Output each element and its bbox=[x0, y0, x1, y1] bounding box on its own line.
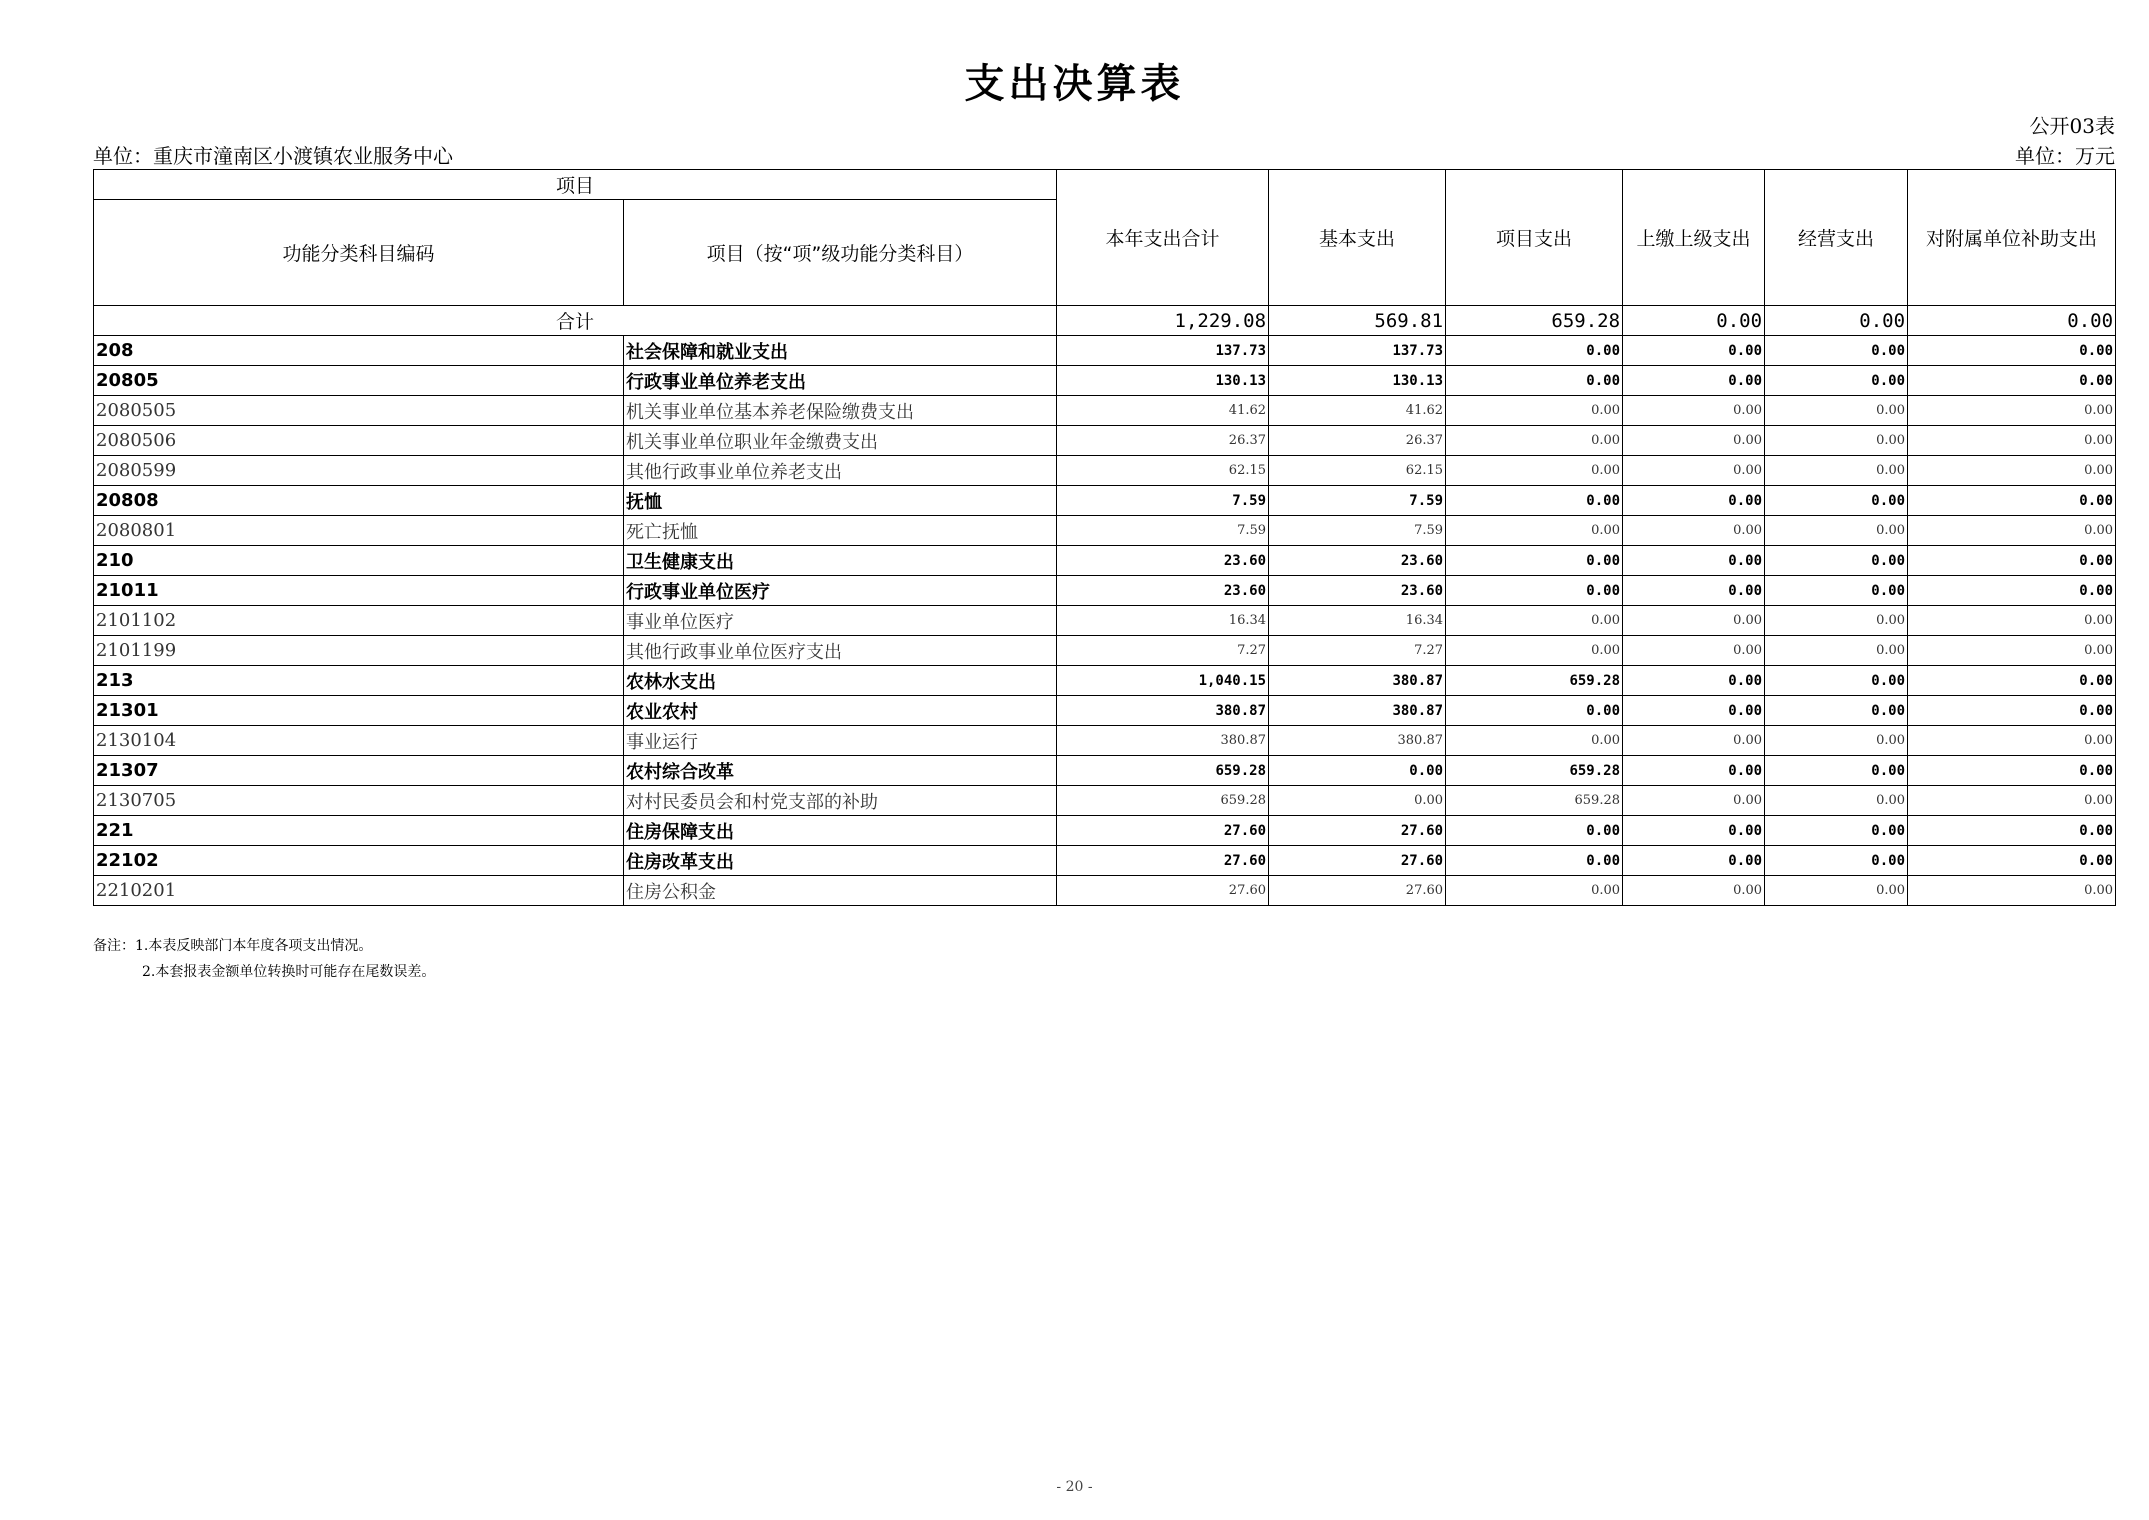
header-total: 本年支出合计 bbox=[1057, 170, 1269, 306]
cell-basic: 7.27 bbox=[1269, 636, 1446, 666]
cell-basic: 130.13 bbox=[1269, 366, 1446, 396]
currency-unit: 单位：万元 bbox=[2015, 144, 2115, 168]
cell-business: 0.00 bbox=[1765, 486, 1908, 516]
form-number: 公开03表 bbox=[2029, 114, 2115, 138]
cell-basic: 26.37 bbox=[1269, 426, 1446, 456]
cell-code: 213 bbox=[94, 666, 624, 696]
total-cell-basic: 569.81 bbox=[1269, 306, 1446, 336]
note-line-1: 备注：1.本表反映部门本年度各项支出情况。 bbox=[93, 938, 373, 954]
cell-business: 0.00 bbox=[1765, 666, 1908, 696]
header-code: 功能分类科目编码 bbox=[94, 200, 624, 306]
header-project: 项目支出 bbox=[1446, 170, 1623, 306]
note-line-2: 2.本套报表金额单位转换时可能存在尾数误差。 bbox=[142, 964, 436, 980]
header-item: 项目 bbox=[94, 170, 1057, 200]
cell-project: 0.00 bbox=[1446, 846, 1623, 876]
cell-project: 0.00 bbox=[1446, 426, 1623, 456]
cell-code: 208 bbox=[94, 336, 624, 366]
cell-code: 2101102 bbox=[94, 606, 624, 636]
cell-basic: 7.59 bbox=[1269, 486, 1446, 516]
cell-basic: 380.87 bbox=[1269, 696, 1446, 726]
cell-project: 0.00 bbox=[1446, 396, 1623, 426]
table-row bbox=[94, 546, 2116, 576]
table-row bbox=[94, 696, 2116, 726]
cell-project: 0.00 bbox=[1446, 336, 1623, 366]
cell-subsidy: 0.00 bbox=[1908, 396, 2116, 426]
cell-code: 20808 bbox=[94, 486, 624, 516]
header-business: 经营支出 bbox=[1765, 170, 1908, 306]
cell-subsidy: 0.00 bbox=[1908, 426, 2116, 456]
cell-total: 27.60 bbox=[1057, 846, 1269, 876]
cell-code: 21307 bbox=[94, 756, 624, 786]
cell-code: 221 bbox=[94, 816, 624, 846]
cell-business: 0.00 bbox=[1765, 516, 1908, 546]
total-cell-business: 0.00 bbox=[1765, 306, 1908, 336]
cell-upper: 0.00 bbox=[1623, 756, 1765, 786]
cell-code: 2080801 bbox=[94, 516, 624, 546]
cell-name: 抚恤 bbox=[624, 486, 1057, 516]
cell-code: 210 bbox=[94, 546, 624, 576]
cell-name: 事业单位医疗 bbox=[624, 606, 1057, 636]
cell-subsidy: 0.00 bbox=[1908, 336, 2116, 366]
cell-subsidy: 0.00 bbox=[1908, 756, 2116, 786]
total-row bbox=[94, 306, 2116, 336]
table-row bbox=[94, 786, 2116, 816]
cell-code: 2130104 bbox=[94, 726, 624, 756]
total-cell-upper: 0.00 bbox=[1623, 306, 1765, 336]
cell-upper: 0.00 bbox=[1623, 336, 1765, 366]
table-row bbox=[94, 636, 2116, 666]
cell-business: 0.00 bbox=[1765, 696, 1908, 726]
cell-basic: 41.62 bbox=[1269, 396, 1446, 426]
cell-subsidy: 0.00 bbox=[1908, 606, 2116, 636]
table-row bbox=[94, 486, 2116, 516]
cell-total: 16.34 bbox=[1057, 606, 1269, 636]
cell-business: 0.00 bbox=[1765, 876, 1908, 906]
cell-subsidy: 0.00 bbox=[1908, 786, 2116, 816]
cell-code: 2210201 bbox=[94, 876, 624, 906]
cell-name: 农村综合改革 bbox=[624, 756, 1057, 786]
cell-project: 659.28 bbox=[1446, 666, 1623, 696]
cell-upper: 0.00 bbox=[1623, 846, 1765, 876]
cell-name: 其他行政事业单位养老支出 bbox=[624, 456, 1057, 486]
cell-upper: 0.00 bbox=[1623, 666, 1765, 696]
notes bbox=[93, 933, 435, 985]
cell-basic: 62.15 bbox=[1269, 456, 1446, 486]
expenditure-table bbox=[93, 169, 2116, 906]
page-number: - 20 - bbox=[1056, 1479, 1093, 1495]
cell-project: 0.00 bbox=[1446, 606, 1623, 636]
cell-upper: 0.00 bbox=[1623, 516, 1765, 546]
cell-subsidy: 0.00 bbox=[1908, 636, 2116, 666]
header-name: 项目（按“项”级功能分类科目） bbox=[624, 200, 1057, 306]
cell-business: 0.00 bbox=[1765, 756, 1908, 786]
cell-total: 26.37 bbox=[1057, 426, 1269, 456]
cell-basic: 7.59 bbox=[1269, 516, 1446, 546]
cell-business: 0.00 bbox=[1765, 426, 1908, 456]
cell-total: 7.27 bbox=[1057, 636, 1269, 666]
cell-upper: 0.00 bbox=[1623, 426, 1765, 456]
cell-upper: 0.00 bbox=[1623, 486, 1765, 516]
cell-project: 0.00 bbox=[1446, 726, 1623, 756]
cell-subsidy: 0.00 bbox=[1908, 516, 2116, 546]
cell-name: 住房保障支出 bbox=[624, 816, 1057, 846]
cell-business: 0.00 bbox=[1765, 396, 1908, 426]
cell-business: 0.00 bbox=[1765, 546, 1908, 576]
cell-subsidy: 0.00 bbox=[1908, 696, 2116, 726]
cell-name: 死亡抚恤 bbox=[624, 516, 1057, 546]
cell-total: 41.62 bbox=[1057, 396, 1269, 426]
cell-basic: 0.00 bbox=[1269, 786, 1446, 816]
cell-total: 380.87 bbox=[1057, 696, 1269, 726]
cell-business: 0.00 bbox=[1765, 636, 1908, 666]
cell-total: 7.59 bbox=[1057, 486, 1269, 516]
cell-code: 2080506 bbox=[94, 426, 624, 456]
cell-code: 2080505 bbox=[94, 396, 624, 426]
cell-basic: 23.60 bbox=[1269, 576, 1446, 606]
header-basic: 基本支出 bbox=[1269, 170, 1446, 306]
cell-name: 对村民委员会和村党支部的补助 bbox=[624, 786, 1057, 816]
cell-basic: 0.00 bbox=[1269, 756, 1446, 786]
cell-upper: 0.00 bbox=[1623, 816, 1765, 846]
cell-name: 行政事业单位医疗 bbox=[624, 576, 1057, 606]
cell-business: 0.00 bbox=[1765, 456, 1908, 486]
total-label: 合计 bbox=[94, 306, 1057, 336]
table-row bbox=[94, 576, 2116, 606]
cell-subsidy: 0.00 bbox=[1908, 876, 2116, 906]
table-row bbox=[94, 516, 2116, 546]
cell-project: 0.00 bbox=[1446, 696, 1623, 726]
cell-upper: 0.00 bbox=[1623, 606, 1765, 636]
cell-project: 0.00 bbox=[1446, 366, 1623, 396]
cell-upper: 0.00 bbox=[1623, 876, 1765, 906]
table-row bbox=[94, 336, 2116, 366]
cell-basic: 137.73 bbox=[1269, 336, 1446, 366]
cell-business: 0.00 bbox=[1765, 576, 1908, 606]
header-subsidy: 对附属单位补助支出 bbox=[1908, 170, 2116, 306]
cell-project: 0.00 bbox=[1446, 576, 1623, 606]
table-row bbox=[94, 426, 2116, 456]
total-cell-project: 659.28 bbox=[1446, 306, 1623, 336]
cell-total: 137.73 bbox=[1057, 336, 1269, 366]
cell-basic: 27.60 bbox=[1269, 816, 1446, 846]
cell-name: 机关事业单位职业年金缴费支出 bbox=[624, 426, 1057, 456]
cell-project: 0.00 bbox=[1446, 516, 1623, 546]
cell-name: 住房改革支出 bbox=[624, 846, 1057, 876]
table-row bbox=[94, 366, 2116, 396]
cell-total: 27.60 bbox=[1057, 816, 1269, 846]
cell-code: 2080599 bbox=[94, 456, 624, 486]
cell-project: 0.00 bbox=[1446, 876, 1623, 906]
cell-name: 社会保障和就业支出 bbox=[624, 336, 1057, 366]
cell-basic: 380.87 bbox=[1269, 666, 1446, 696]
cell-name: 农林水支出 bbox=[624, 666, 1057, 696]
cell-total: 23.60 bbox=[1057, 576, 1269, 606]
cell-subsidy: 0.00 bbox=[1908, 666, 2116, 696]
cell-subsidy: 0.00 bbox=[1908, 576, 2116, 606]
cell-subsidy: 0.00 bbox=[1908, 456, 2116, 486]
cell-name: 卫生健康支出 bbox=[624, 546, 1057, 576]
cell-upper: 0.00 bbox=[1623, 396, 1765, 426]
cell-total: 380.87 bbox=[1057, 726, 1269, 756]
cell-subsidy: 0.00 bbox=[1908, 486, 2116, 516]
table-row bbox=[94, 846, 2116, 876]
cell-upper: 0.00 bbox=[1623, 726, 1765, 756]
cell-project: 0.00 bbox=[1446, 636, 1623, 666]
cell-subsidy: 0.00 bbox=[1908, 366, 2116, 396]
cell-project: 0.00 bbox=[1446, 456, 1623, 486]
total-cell-total: 1,229.08 bbox=[1057, 306, 1269, 336]
cell-upper: 0.00 bbox=[1623, 456, 1765, 486]
table-row bbox=[94, 876, 2116, 906]
cell-upper: 0.00 bbox=[1623, 696, 1765, 726]
cell-total: 62.15 bbox=[1057, 456, 1269, 486]
cell-total: 659.28 bbox=[1057, 756, 1269, 786]
cell-code: 20805 bbox=[94, 366, 624, 396]
cell-business: 0.00 bbox=[1765, 606, 1908, 636]
cell-project: 0.00 bbox=[1446, 546, 1623, 576]
page-title: 支出决算表 bbox=[964, 61, 1185, 107]
cell-subsidy: 0.00 bbox=[1908, 546, 2116, 576]
cell-total: 659.28 bbox=[1057, 786, 1269, 816]
cell-total: 1,040.15 bbox=[1057, 666, 1269, 696]
cell-total: 130.13 bbox=[1057, 366, 1269, 396]
cell-basic: 380.87 bbox=[1269, 726, 1446, 756]
cell-basic: 27.60 bbox=[1269, 876, 1446, 906]
cell-basic: 23.60 bbox=[1269, 546, 1446, 576]
reporting-unit: 单位：重庆市潼南区小渡镇农业服务中心 bbox=[93, 144, 453, 168]
cell-name: 事业运行 bbox=[624, 726, 1057, 756]
cell-total: 23.60 bbox=[1057, 546, 1269, 576]
cell-code: 21011 bbox=[94, 576, 624, 606]
cell-business: 0.00 bbox=[1765, 336, 1908, 366]
table-row bbox=[94, 456, 2116, 486]
cell-name: 住房公积金 bbox=[624, 876, 1057, 906]
cell-code: 2130705 bbox=[94, 786, 624, 816]
cell-name: 农业农村 bbox=[624, 696, 1057, 726]
table-row bbox=[94, 816, 2116, 846]
cell-business: 0.00 bbox=[1765, 366, 1908, 396]
table-row bbox=[94, 396, 2116, 426]
cell-project: 659.28 bbox=[1446, 756, 1623, 786]
table-row bbox=[94, 726, 2116, 756]
cell-upper: 0.00 bbox=[1623, 786, 1765, 816]
cell-subsidy: 0.00 bbox=[1908, 846, 2116, 876]
cell-project: 0.00 bbox=[1446, 486, 1623, 516]
cell-upper: 0.00 bbox=[1623, 636, 1765, 666]
cell-subsidy: 0.00 bbox=[1908, 726, 2116, 756]
cell-business: 0.00 bbox=[1765, 786, 1908, 816]
cell-name: 其他行政事业单位医疗支出 bbox=[624, 636, 1057, 666]
cell-business: 0.00 bbox=[1765, 726, 1908, 756]
table-row bbox=[94, 666, 2116, 696]
cell-upper: 0.00 bbox=[1623, 546, 1765, 576]
cell-total: 27.60 bbox=[1057, 876, 1269, 906]
cell-code: 2101199 bbox=[94, 636, 624, 666]
cell-project: 0.00 bbox=[1446, 816, 1623, 846]
cell-name: 机关事业单位基本养老保险缴费支出 bbox=[624, 396, 1057, 426]
header-upper: 上缴上级支出 bbox=[1623, 170, 1765, 306]
cell-business: 0.00 bbox=[1765, 846, 1908, 876]
cell-basic: 27.60 bbox=[1269, 846, 1446, 876]
cell-project: 659.28 bbox=[1446, 786, 1623, 816]
cell-name: 行政事业单位养老支出 bbox=[624, 366, 1057, 396]
cell-subsidy: 0.00 bbox=[1908, 816, 2116, 846]
cell-basic: 16.34 bbox=[1269, 606, 1446, 636]
table-row bbox=[94, 606, 2116, 636]
cell-upper: 0.00 bbox=[1623, 576, 1765, 606]
cell-upper: 0.00 bbox=[1623, 366, 1765, 396]
cell-total: 7.59 bbox=[1057, 516, 1269, 546]
table-row bbox=[94, 756, 2116, 786]
cell-business: 0.00 bbox=[1765, 816, 1908, 846]
cell-code: 22102 bbox=[94, 846, 624, 876]
total-cell-subsidy: 0.00 bbox=[1908, 306, 2116, 336]
cell-code: 21301 bbox=[94, 696, 624, 726]
